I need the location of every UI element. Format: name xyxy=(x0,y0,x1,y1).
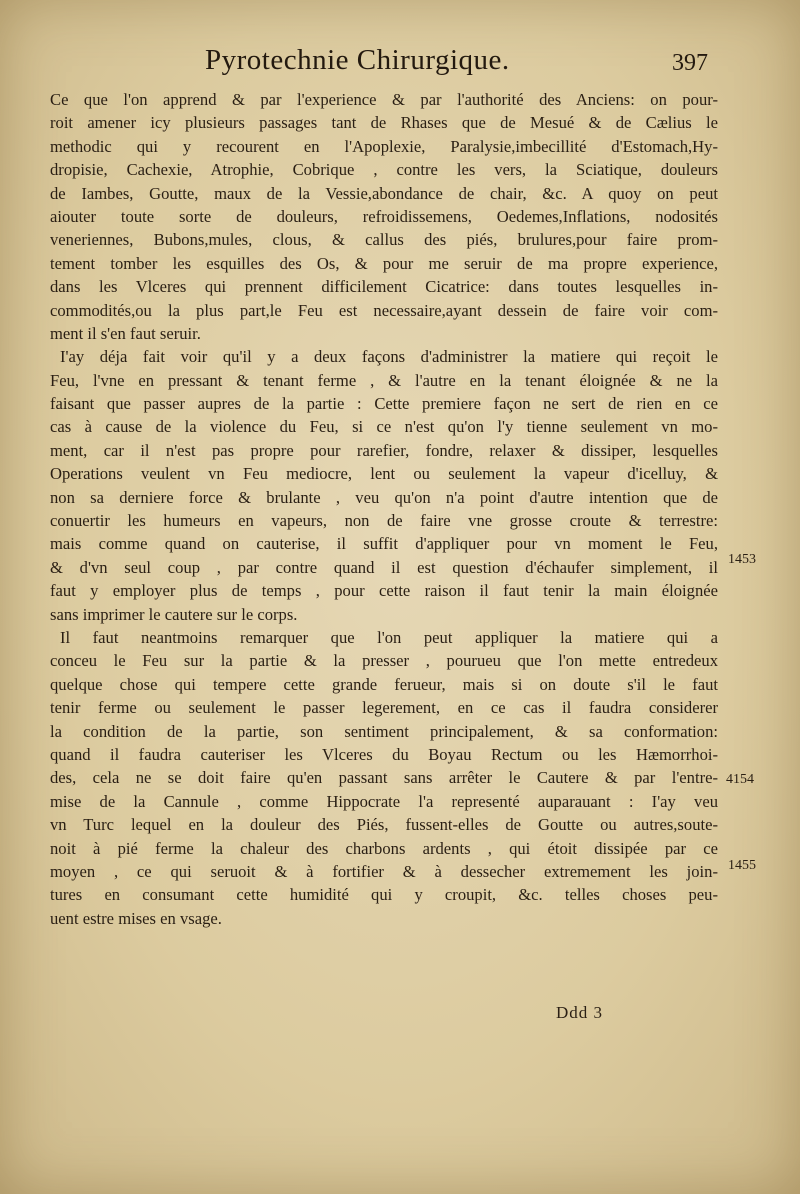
text-line: ment il s'en faut seruir. xyxy=(50,323,201,343)
text-line: la condition de la partie, son sentiment principalement, & sa conformation: xyxy=(50,721,718,741)
text-line: conuertir les humeurs en vapeurs, non de faire vne grosse croute & terrestre: xyxy=(50,511,718,531)
text-line: faut y employer plus de temps , pour cette raison il faut tenir la main éloignée xyxy=(50,581,718,601)
text-line: de Iambes, Goutte, maux de la Vessie,abondance de chair, &c. A quoy on peut xyxy=(50,183,718,203)
text-line: I'ay déja fait voir qu'il y a deux façons d'administrer la matiere qui reçoit le xyxy=(60,347,718,367)
text-line: faisant que passer aupres de la partie : Cette premiere façon ne sert de rien en ce xyxy=(50,394,718,414)
signature-mark: Ddd 3 xyxy=(556,1003,604,1022)
running-title: Pyrotechnie Chirurgique. xyxy=(205,44,510,76)
text-line: aiouter toute sorte de douleurs, refroidissemens, Oedemes,Inflations, nodosités xyxy=(50,206,718,226)
text-line: mais comme quand on cauterise, il suffit d'appliquer pour vn moment le Feu, xyxy=(50,534,718,554)
text-line: vn Turc lequel en la douleur des Piés, fussent-elles de Goutte ou autres,soute- xyxy=(50,815,718,835)
text-line: Ce que l'on apprend & par l'experience & par l'authorité des Anciens: on pour- xyxy=(50,90,718,109)
text-line: dropisie, Cachexie, Atrophie, Cobrique , contre les vers, la Sciatique, douleurs xyxy=(50,160,718,180)
text-line: noit à pié ferme la chaleur des charbons ardents , qui étoit dissipée par ce xyxy=(50,838,718,858)
text-line: quand il faudra cauteriser les Vlceres du Boyau Rectum ou les Hæmorrhoi- xyxy=(50,744,718,764)
text-line: & d'vn seul coup , par contre quand il est question d'échaufer simplement, il xyxy=(50,557,718,577)
text-line: ment, car il n'est pas propre pour rarefier, fondre, relaxer & dissiper, lesquelles xyxy=(50,440,718,460)
text-line: Feu, l'vne en pressant & tenant ferme , & l'autre en la tenant éloignée & ne la xyxy=(50,370,718,390)
margin-note-1453: 1453 xyxy=(728,552,756,567)
text-line: dans les Vlceres qui prennent difficilement Cicatrice: dans toutes lesquelles in- xyxy=(50,277,718,297)
text-line: veneriennes, Bubons,mules, clous, & callus des piés, brulures,pour faire prom- xyxy=(50,230,718,250)
margin-note-1455: 1455 xyxy=(728,858,756,873)
text-line: tenir ferme ou seulement le passer legerement, en ce cas il faudra considerer xyxy=(50,698,718,718)
text-line: quelque chose qui tempere cette grande ferueur, mais si on doute s'il le faut xyxy=(50,674,718,694)
text-line: des, cela ne se doit faire qu'en passant sans arrêter le Cautere & par l'entre- xyxy=(50,768,718,788)
text-line: Operations veulent vn Feu mediocre, lent ou seulement la vapeur d'icelluy, & xyxy=(50,464,718,484)
text-line: roit amener icy plusieurs passages tant de Rhases que de Mesué & de Cælius le xyxy=(50,113,718,133)
text-line: tures en consumant cette humidité qui y croupit, &c. telles choses peu- xyxy=(50,885,718,905)
text-line: methodic qui y recourent en l'Apoplexie, Paralysie,imbecillité d'Estomach,Hy- xyxy=(50,136,718,156)
text-line: sans imprimer le cautere sur le corps. xyxy=(50,604,298,624)
running-head xyxy=(0,44,800,88)
page-number: 397 xyxy=(672,50,708,76)
text-line: moyen , ce qui seruoit & à fortifier & à dessecher extremement les join- xyxy=(50,861,718,881)
text-line: Il faut neantmoins remarquer que l'on peut appliquer la matiere qui a xyxy=(60,627,718,647)
text-line: uent estre mises en vsage. xyxy=(50,908,222,928)
text-line: cas à cause de la violence du Feu, si ce n'est qu'on l'y tienne seulement vn mo- xyxy=(50,417,718,437)
text-line: non sa derniere force & brulante , veu qu'on n'a point d'autre intention que de xyxy=(50,487,718,507)
text-line: commodités,ou la plus part,le Feu est necessaire,ayant dessein de faire voir com- xyxy=(50,300,718,320)
text-line: mise de la Cannule , comme Hippocrate l'a representé auparauant : I'ay veu xyxy=(50,791,718,811)
body-text xyxy=(50,88,718,930)
text-line: conceu le Feu sur la partie & la presser , pourueu que l'on mette entredeux xyxy=(50,651,718,671)
text-line: tement tomber les esquilles des Os, & pour me seruir de ma propre experience, xyxy=(50,253,718,273)
margin-note-4154: 4154 xyxy=(726,772,754,787)
